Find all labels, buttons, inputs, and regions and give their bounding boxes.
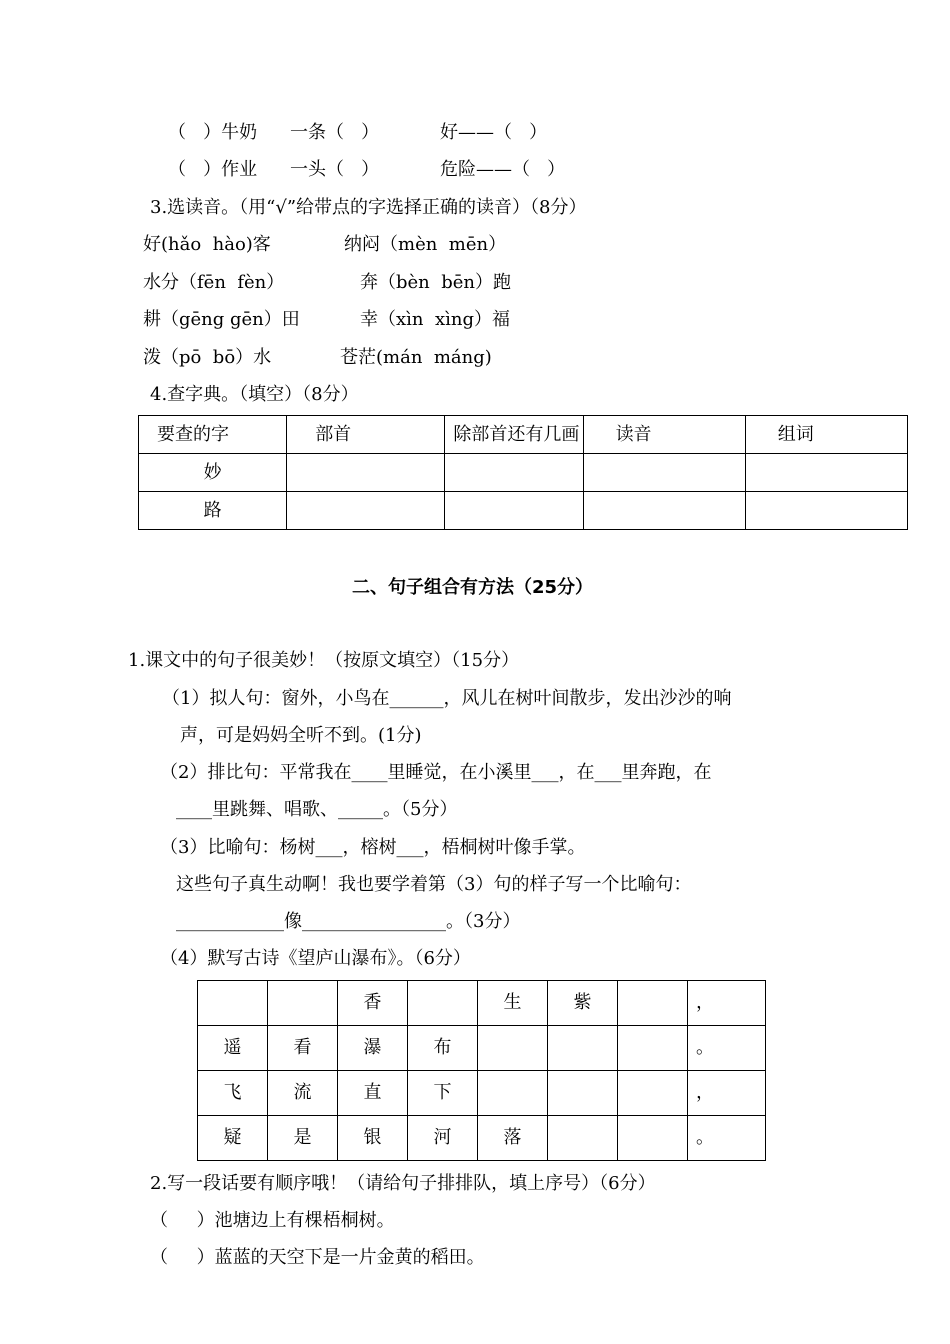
pinyin-choice: 奔（bèn bēn）跑 [360,272,511,293]
measure-item: 一头（ ） [290,159,380,180]
pinyin-choice: 好(hǎo hào)客 [143,234,271,255]
poem-cell: 遥 [198,1026,268,1071]
sentence-line: （4）默写古诗《望庐山瀑布》。（6分） [160,948,471,969]
table-header: 组词 [745,416,907,454]
pinyin-choice: 幸（xìn xìng）福 [360,309,510,330]
table-row [139,416,908,454]
poem-cell[interactable] [618,1026,688,1071]
poem-cell: 。 [688,1116,766,1161]
order-item: （ ）蓝蓝的天空下是一片金黄的稻田。 [150,1247,485,1268]
measure-item: 好——（ ） [440,122,548,143]
measure-item: （ ）牛奶 [168,122,258,143]
table-cell[interactable] [745,492,907,530]
measure-item: 危险——（ ） [440,159,566,180]
poem-cell: 香 [338,981,408,1026]
poem-cell[interactable] [548,1071,618,1116]
sentence-line: （2）排比句：平常我在____里睡觉，在小溪里___，在___里奔跑，在 [160,762,712,783]
table-cell[interactable] [583,492,745,530]
pinyin-choice: 泼（pō bō）水 [143,347,272,368]
table-header: 部首 [287,416,445,454]
poem-cell: 紫 [548,981,618,1026]
sentence-line: ____________像________________。（3分） [176,911,521,932]
sentence-line: 声，可是妈妈全听不到。(1分) [180,725,422,746]
poem-cell: ， [688,1071,766,1116]
poem-cell: 落 [478,1116,548,1161]
table-cell: 妙 [139,454,287,492]
section-title: 二、句子组合有方法（25分） [352,577,594,598]
table-cell[interactable] [287,492,445,530]
table-row [139,492,908,530]
table-header: 除部首还有几画 [445,416,583,454]
poem-cell: 瀑 [338,1026,408,1071]
measure-item: （ ）作业 [168,159,258,180]
poem-cell[interactable] [478,1026,548,1071]
poem-cell: ， [688,981,766,1026]
pinyin-choice: 苍茫(mán máng) [340,347,492,368]
poem-cell[interactable] [618,1071,688,1116]
sentence-line: （3）比喻句：杨树___，榕树___，梧桐树叶像手掌。 [160,837,586,858]
poem-cell: 生 [478,981,548,1026]
poem-cell: 飞 [198,1071,268,1116]
sentence-line: 这些句子真生动啊！我也要学着第（3）句的样子写一个比喻句： [176,874,692,895]
table-header: 要查的字 [139,416,287,454]
poem-cell[interactable] [478,1071,548,1116]
pinyin-choice: 纳闷（mèn mēn） [344,234,507,255]
poem-cell[interactable] [408,981,478,1026]
poem-cell: 流 [268,1071,338,1116]
poem-cell: 直 [338,1071,408,1116]
q2-heading: 2.写一段话要有顺序哦！（请给句子排排队，填上序号）（6分） [150,1173,656,1194]
sentence-line: ____里跳舞、唱歌、_____。（5分） [176,799,458,820]
poem-grid [197,980,766,1161]
order-item: （ ）池塘边上有棵梧桐树。 [150,1210,395,1231]
poem-cell: 疑 [198,1116,268,1161]
poem-cell: 看 [268,1026,338,1071]
q1-heading: 1.课文中的句子很美妙！（按原文填空）（15分） [128,650,520,671]
table-cell: 路 [139,492,287,530]
q3-heading: 3.选读音。（用“√”给带点的字选择正确的读音）（8分） [150,197,587,218]
measure-item: 一条（ ） [290,122,380,143]
q4-heading: 4.查字典。（填空）（8分） [150,384,359,405]
poem-cell: 下 [408,1071,478,1116]
poem-cell[interactable] [548,1026,618,1071]
table-header: 读音 [583,416,745,454]
sentence-line: （1）拟人句：窗外，小鸟在______，风儿在树叶间散步，发出沙沙的响 [162,688,732,709]
poem-cell[interactable] [268,981,338,1026]
poem-cell[interactable] [548,1116,618,1161]
poem-cell: 河 [408,1116,478,1161]
table-row [139,454,908,492]
table-row [198,1071,766,1116]
poem-cell: 银 [338,1116,408,1161]
pinyin-choice: 水分（fēn fèn） [143,272,285,293]
table-cell[interactable] [445,454,583,492]
poem-cell[interactable] [618,981,688,1026]
poem-cell: 是 [268,1116,338,1161]
poem-cell: 布 [408,1026,478,1071]
poem-cell[interactable] [198,981,268,1026]
pinyin-choice: 耕（gēng gēn）田 [143,309,300,330]
table-row [198,1026,766,1071]
table-cell[interactable] [583,454,745,492]
poem-cell: 。 [688,1026,766,1071]
table-cell[interactable] [745,454,907,492]
dictionary-table [138,415,908,530]
table-cell[interactable] [287,454,445,492]
table-row [198,981,766,1026]
table-row [198,1116,766,1161]
table-cell[interactable] [445,492,583,530]
poem-cell[interactable] [618,1116,688,1161]
